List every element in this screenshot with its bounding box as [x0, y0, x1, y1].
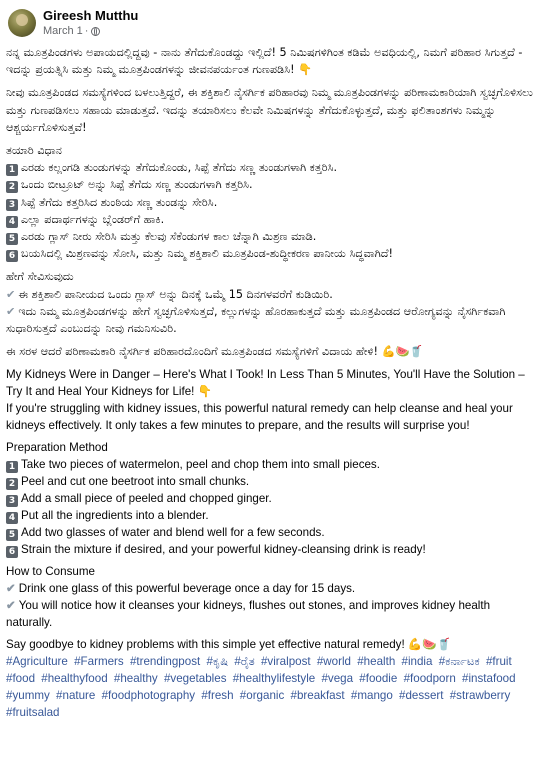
list-item: 2 Peel and cut one beetroot into small chunks.	[6, 473, 533, 490]
checkmark-icon: ✔	[6, 287, 16, 301]
post-body	[6, 44, 541, 721]
keycap-5-icon: 5	[6, 529, 18, 541]
checkmark-icon: ✔	[6, 599, 16, 613]
kn-closing: ಈ ಸರಳ ಆದರೆ ಪರಿಣಾಮಕಾರಿ ನೈಸರ್ಗಿಕ ಪರಿಹಾರದೊಂದಿಗೆ ಮೂತ್ರಪಿಂಡದ ಸಮಸ್ಯೆಗಳಿಗೆ ವಿದಾಯ ಹೇಳಿ! 💪🍉🥤	[6, 345, 424, 359]
hashtag-list	[6, 653, 533, 721]
hashtag-link[interactable]: #dessert	[399, 689, 444, 703]
hashtag-link[interactable]: #healthy	[113, 672, 158, 686]
list-item: 3 ಸಿಪ್ಪೆ ತೆಗೆದು ಕತ್ತರಿಸಿದ ಶುಂಠಿಯ ಸಣ್ಣ ತುಂಡನ್ನು ಸೇರಿಸಿ.	[6, 194, 533, 211]
hashtag-link[interactable]: #Farmers	[74, 655, 124, 669]
hashtag-link[interactable]: #nature	[56, 689, 96, 703]
keycap-6-icon: 6	[6, 546, 18, 558]
hashtag-link[interactable]: #instafood	[462, 672, 516, 686]
list-item: 4 ಎಲ್ಲಾ ಪದಾರ್ಥಗಳನ್ನು ಬ್ಲೆಂಡರ್‌ಗೆ ಹಾಕಿ.	[6, 211, 533, 228]
hashtag-link[interactable]: #vega	[321, 672, 354, 686]
hashtag-link[interactable]: #foodphotography	[101, 689, 196, 703]
hashtag-link[interactable]: #india	[401, 655, 433, 669]
kn-consume-title: ಹೇಗೆ ಸೇವಿಸುವುದು	[6, 270, 74, 284]
post-header	[6, 0, 541, 44]
keycap-3-icon: 3	[6, 495, 18, 507]
keycap-2-icon: 2	[6, 181, 18, 193]
checkmark-icon: ✔	[6, 582, 16, 596]
list-item: ✔ ಇದು ನಿಮ್ಮ ಮೂತ್ರಪಿಂಡಗಳನ್ನು ಹೇಗೆ ಸ್ವಚ್ಛಗೊಳಿಸುತ್ತದೆ, ಕಲ್ಲುಗಳನ್ನು ಹೊರಹಾಕುತ್ತದೆ ಮತ್ತು ಮೂತ್ರಪಿಂಡದ ಆರೋಗ್ಯವನ್ನು ನೈಸರ್ಗಿಕವಾಗಿ ಸುಧಾರಿಸುತ್ತದೆ ಎಂಬುದನ್ನು ನೀವು ಗಮನಿಸುವಿರಿ.	[6, 304, 506, 336]
kn-intro: ನನ್ನ ಮೂತ್ರಪಿಂಡಗಳು ಅಪಾಯದಲ್ಲಿದ್ದವು - ನಾನು ತೆಗೆದುಕೊಂಡದ್ದು ಇಲ್ಲಿದೆ! 5 ನಿಮಿಷಗಳಿಗಿಂತ ಕಡಿಮೆ ಅವಧಿಯಲ್ಲಿ, ನಿಮಗೆ ಪರಿಹಾರ ಸಿಗುತ್ತದೆ - ಇದನ್ನು ಪ್ರಯತ್ನಿಸಿ ಮತ್ತು ನಿಮ್ಮ ಮೂತ್ರಪಿಂಡಗಳನ್ನು ಜೀವನಪರ್ಯಂತ ಗುಣಪಡಿಸಿ! 👇	[6, 46, 523, 77]
hashtag-link[interactable]: #food	[6, 672, 36, 686]
list-item: ✔ ಈ ಶಕ್ತಿಶಾಲಿ ಪಾನೀಯದ ಒಂದು ಗ್ಲಾಸ್ ಅನ್ನು ದಿನಕ್ಕೆ ಒಮ್ಮೆ 15 ದಿನಗಳವರೆಗೆ ಕುಡಿಯಿರಿ.	[6, 287, 333, 301]
list-item: 3 Add a small piece of peeled and chopped ginger.	[6, 490, 533, 507]
hashtag-link[interactable]: #foodporn	[403, 672, 456, 686]
hashtag-link[interactable]: #ಕೃಷಿ	[206, 655, 229, 669]
list-item: 2 ಒಂದು ಬೀಟ್ರೂಟ್ ಅನ್ನು ಸಿಪ್ಪೆ ತೆಗೆದು ಸಣ್ಣ ತುಂಡುಗಳಾಗಿ ಕತ್ತರಿಸಿ.	[6, 176, 533, 193]
kn-paragraph: ನೀವು ಮೂತ್ರಪಿಂಡದ ಸಮಸ್ಯೆಗಳಿಂದ ಬಳಲುತ್ತಿದ್ದರೆ, ಈ ಶಕ್ತಿಶಾಲಿ ನೈಸರ್ಗಿಕ ಪರಿಹಾರವು ನಿಮ್ಮ ಮೂತ್ರಪಿಂಡಗಳನ್ನು ಪರಿಣಾಮಕಾರಿಯಾಗಿ ಸ್ವಚ್ಛಗೊಳಿಸಲು ಮತ್ತು ಗುಣಪಡಿಸಲು ಸಹಾಯ ಮಾಡುತ್ತದೆ. ಇದನ್ನು ತಯಾರಿಸಲು ಕೆಲವೇ ನಿಮಿಷಗಳನ್ನು ತೆಗೆದುಕೊಳ್ಳುತ್ತದೆ, ಮತ್ತು ಫಲಿತಾಂಶಗಳು ನಿಮ್ಮನ್ನು ಆಶ್ಚರ್ಯಗೊಳಿಸುತ್ತವೆ!	[6, 86, 533, 134]
hashtag-link[interactable]: #yummy	[6, 689, 50, 703]
list-item: 1 Take two pieces of watermelon, peel and chop them into small pieces.	[6, 456, 533, 473]
keycap-1-icon: 1	[6, 164, 18, 176]
keycap-3-icon: 3	[6, 199, 18, 211]
list-item: ✔ Drink one glass of this powerful beverage once a day for 15 days.	[6, 582, 356, 596]
separator-dot: ·	[84, 25, 89, 37]
hashtag-link[interactable]: #viralpost	[260, 655, 311, 669]
post-date[interactable]: March 1	[43, 25, 83, 37]
en-prep-title: Preparation Method	[6, 441, 108, 455]
keycap-4-icon: 4	[6, 512, 18, 524]
en-consume-title: How to Consume	[6, 565, 95, 579]
checkmark-icon: ✔	[6, 304, 16, 318]
hashtag-link[interactable]: #foodie	[359, 672, 398, 686]
en-steps-list	[6, 456, 533, 558]
hashtag-link[interactable]: #healthyfood	[41, 672, 108, 686]
hashtag-link[interactable]: #ರೈತ	[234, 655, 255, 669]
en-paragraph: If you're struggling with kidney issues, this powerful natural remedy can help cleanse and heal your kidneys effectively. It only takes a few minutes to prepare, and the results will surprise you!	[6, 402, 513, 433]
keycap-6-icon: 6	[6, 250, 18, 262]
avatar[interactable]	[8, 9, 36, 37]
hashtag-link[interactable]: #Agriculture	[6, 655, 68, 669]
en-title: My Kidneys Were in Danger – Here's What I Took! In Less Than 5 Minutes, You'll Have the Solution – Try It and Heal Your Kidneys for Life! 👇	[6, 368, 525, 399]
list-item: 1 ಎರಡು ಕಲ್ಲಂಗಡಿ ತುಂಡುಗಳನ್ನು ತೆಗೆದುಕೊಂಡು, ಸಿಪ್ಪೆ ತೆಗೆದು ಸಣ್ಣ ತುಂಡುಗಳಾಗಿ ಕತ್ತರಿಸಿ.	[6, 159, 533, 176]
hashtag-link[interactable]: #fruitsalad	[6, 706, 60, 720]
list-item: 5 ಎರಡು ಗ್ಲಾಸ್ ನೀರು ಸೇರಿಸಿ ಮತ್ತು ಕೆಲವು ಸೆಕೆಂಡುಗಳ ಕಾಲ ಚೆನ್ನಾಗಿ ಮಿಶ್ರಣ ಮಾಡಿ.	[6, 228, 533, 245]
post-date-row	[43, 24, 138, 38]
keycap-5-icon: 5	[6, 233, 18, 245]
author-name[interactable]: Gireesh Mutthu	[43, 8, 139, 23]
hashtag-link[interactable]: #healthylifestyle	[232, 672, 316, 686]
hashtag-link[interactable]: #fresh	[201, 689, 234, 703]
hashtag-link[interactable]: #mango	[350, 689, 393, 703]
kn-prep-title: ತಯಾರಿ ವಿಧಾನ	[6, 144, 62, 158]
hashtag-link[interactable]: #world	[316, 655, 351, 669]
hashtag-link[interactable]: #vegetables	[163, 672, 227, 686]
hashtag-link[interactable]: #health	[357, 655, 396, 669]
list-item: 6 ಬಯಸಿದಲ್ಲಿ ಮಿಶ್ರಣವನ್ನು ಸೋಸಿ, ಮತ್ತು ನಿಮ್ಮ ಶಕ್ತಿಶಾಲಿ ಮೂತ್ರಪಿಂಡ-ಶುದ್ಧೀಕರಣ ಪಾನೀಯ ಸಿದ್ಧವಾಗಿದೆ!	[6, 245, 533, 262]
keycap-1-icon: 1	[6, 461, 18, 473]
kn-steps-list	[6, 159, 533, 262]
hashtag-link[interactable]: #ಕರ್ನಾಟಕ	[438, 655, 480, 669]
hashtag-link[interactable]: #strawberry	[449, 689, 511, 703]
list-item: 4 Put all the ingredients into a blender.	[6, 507, 533, 524]
hashtag-link[interactable]: #fruit	[485, 655, 512, 669]
list-item: 6 Strain the mixture if desired, and your powerful kidney-cleansing drink is ready!	[6, 541, 533, 558]
hashtag-link[interactable]: #organic	[239, 689, 285, 703]
hashtag-link[interactable]: #trendingpost	[129, 655, 201, 669]
hashtag-link[interactable]: #breakfast	[290, 689, 345, 703]
list-item: 5 Add two glasses of water and blend well for a few seconds.	[6, 524, 533, 541]
en-closing: Say goodbye to kidney problems with this simple yet effective natural remedy! 💪🍉🥤	[6, 638, 452, 652]
list-item: ✔ You will notice how it cleanses your kidneys, flushes out stones, and improves kidney health naturally.	[6, 599, 491, 630]
keycap-2-icon: 2	[6, 478, 18, 490]
keycap-4-icon: 4	[6, 216, 18, 228]
post-meta	[43, 8, 138, 38]
globe-icon	[91, 27, 100, 36]
